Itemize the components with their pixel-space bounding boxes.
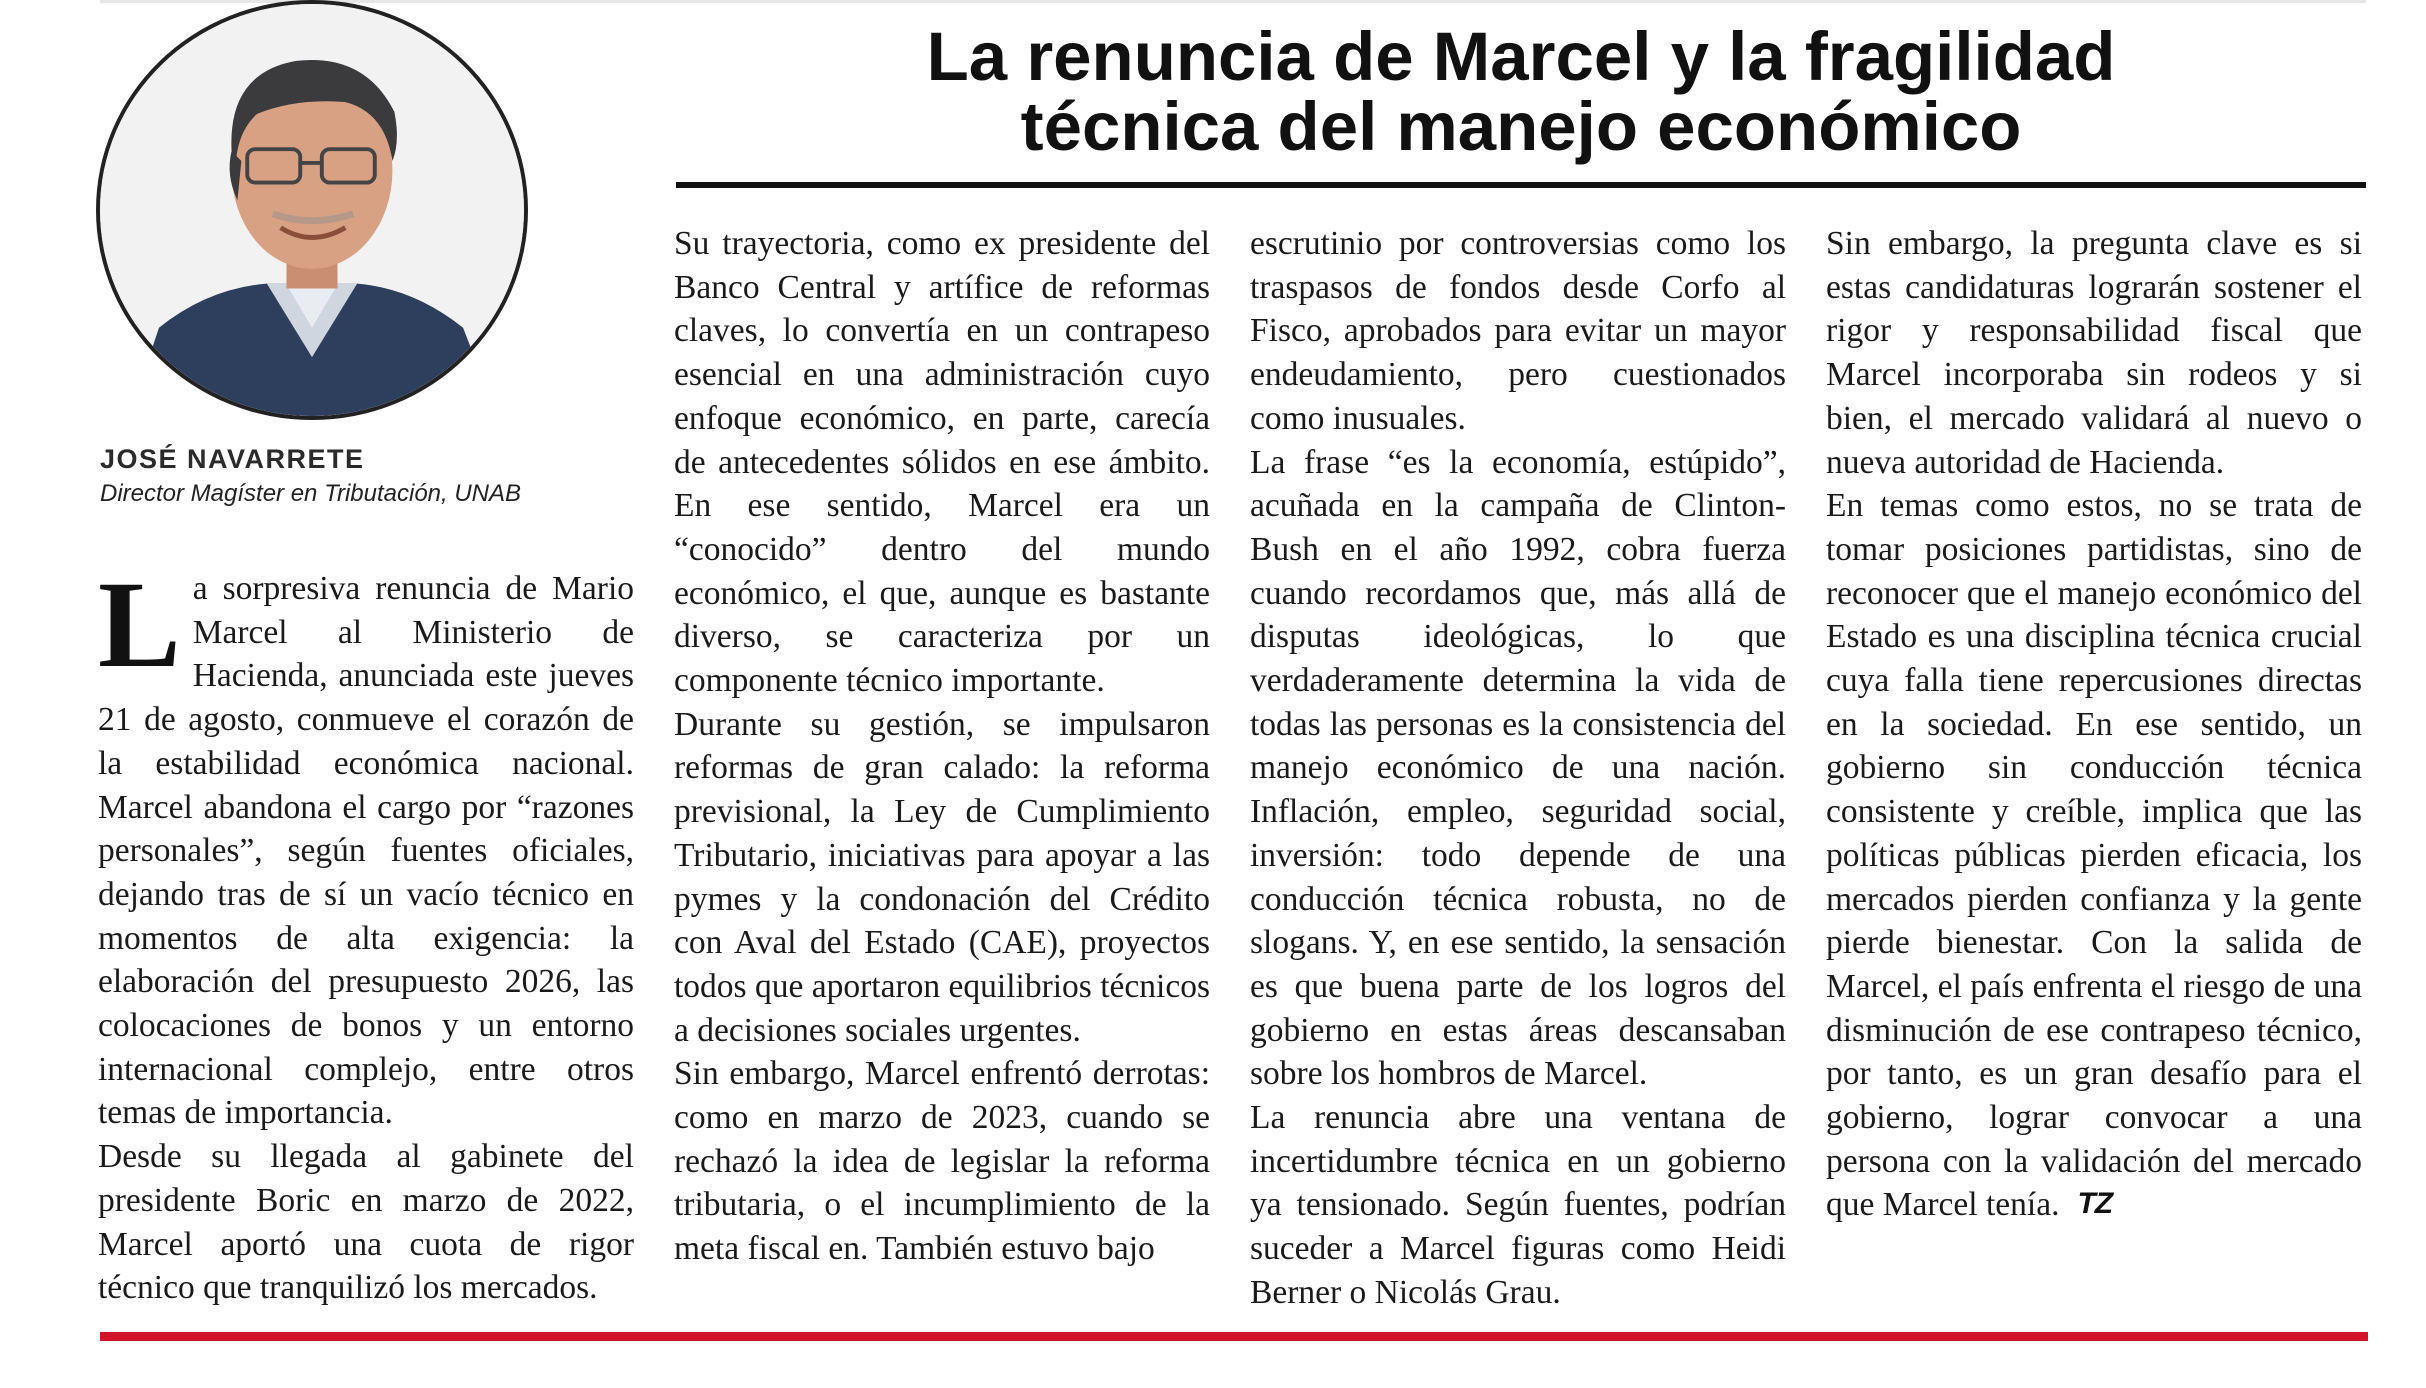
paragraph: Durante su gestión, se impulsaron reformas de gran calado: la reforma previsional, la Ley de Cumplimiento Tributario, iniciativas para apoyar a las pymes y la condonación del Crédito con Aval del Estado (CAE), proyectos todos que aportaron equilibrios técnicos a decisiones sociales urgentes. xyxy=(674,705,1210,1049)
author-role: Director Magíster en Tributación, UNAB xyxy=(100,480,522,507)
article-column-1 xyxy=(98,556,634,1310)
author-photo xyxy=(96,0,528,420)
paragraph: La frase “es la economía, estúpido”, acuñada en la campaña de Clinton-Bush en el año 1992, cobra fuerza cuando recordamos que, más allá de disputas ideológicas, lo que verdaderamente determina la vida de todas las personas es la consistencia del manejo económico de una nación. Inflación, empleo, seguridad social, inversión: todo depende de una conducción técnica robusta, no de slogans. Y, en ese sentido, la sensación es que buena parte de los logros del gobierno en estas áreas descansaban sobre los hombros de Marcel. xyxy=(1250,443,1786,1093)
paragraph-text: En temas como estos, no se trata de tomar posiciones partidistas, sino de reconocer que el manejo económico del Estado es una disciplina técnica crucial cuya falla tiene repercusiones directas en la sociedad. En ese sentido, un gobierno sin conducción técnica consistente y creíble, implica que las políticas públicas pierden eficacia, los mercados pierden confianza y la gente pierde bienestar. Con la salida de Marcel, el país enfrenta el riesgo de una disminución de ese contrapeso técnico, por tanto, es un gran desafío para el gobierno, lograr convocar a una persona con la validación del mercado que Marcel tenía. xyxy=(1826,487,2362,1224)
headline xyxy=(676,18,2366,165)
author-name: JOSÉ NAVARRETE xyxy=(100,444,365,474)
headline-divider xyxy=(676,182,2366,188)
portrait-illustration xyxy=(100,4,524,416)
article-column-4 xyxy=(1826,222,2362,1227)
paragraph: Sin embargo, Marcel enfrentó derrotas: como en marzo de 2023, cuando se rechazó la idea de legislar la reforma tributaria, o el incumplimiento de la meta fiscal en. También estuvo bajo xyxy=(674,1055,1210,1268)
end-mark-logo: TZ xyxy=(2077,1187,2113,1221)
paragraph: La renuncia abre una ventana de incertidumbre técnica en un gobierno ya tensionado. Según fuentes, podrían suceder a Marcel figuras como Heidi Berner o Nicolás Grau. xyxy=(1250,1099,1786,1311)
bottom-divider xyxy=(100,1332,2368,1341)
top-divider xyxy=(100,0,2366,3)
paragraph xyxy=(1826,484,2362,1227)
paragraph xyxy=(98,556,634,1135)
paragraph: Sin embargo, la pregunta clave es si estas candidaturas lograrán sostener el rigor y responsabilidad fiscal que Marcel incorporaba sin rodeos y si bien, el mercado validará al nuevo o nueva autoridad de Hacienda. xyxy=(1826,225,2362,481)
article-column-2 xyxy=(674,222,1210,1271)
article-column-3 xyxy=(1250,222,1786,1315)
paragraph: escrutinio por controversias como los traspasos de fondos desde Corfo al Fisco, aprobados para evitar un mayor endeudamiento, pero cuestionados como inusuales. xyxy=(1250,225,1786,437)
paragraph: Su trayectoria, como ex presidente del Banco Central y artífice de reformas claves, lo convertía en un contrapeso esencial en una administración cuyo enfoque económico, en parte, carecía de antecedentes sólidos en ese ámbito. En ese sentido, Marcel era un “conocido” dentro del mundo económico, el que, aunque es bastante diverso, se caracteriza por un componente técnico importante. xyxy=(674,225,1210,700)
drop-cap: L xyxy=(98,556,181,693)
paragraph: Desde su llegada al gabinete del presidente Boric en marzo de 2022, Marcel aportó una cuota de rigor técnico que tranquilizó los mercados. xyxy=(98,1138,634,1307)
headline-line-1: La renuncia de Marcel y la fragilidad xyxy=(926,18,2116,95)
paragraph-text: a sorpresiva renuncia de Mario Marcel al Ministerio de Hacienda, anunciada este jueves 21 de agosto, conmueve el corazón de la estabilidad económica nacional. Marcel abandona el cargo por “razones personales”, según fuentes oficiales, dejando tras de sí un vacío técnico en momentos de alta exigencia: la elaboración del presupuesto 2026, las colocaciones de bonos y un entorno internacional complejo, entre otros temas de importancia. xyxy=(98,570,634,1132)
headline-line-2: técnica del manejo económico xyxy=(1020,88,2022,165)
